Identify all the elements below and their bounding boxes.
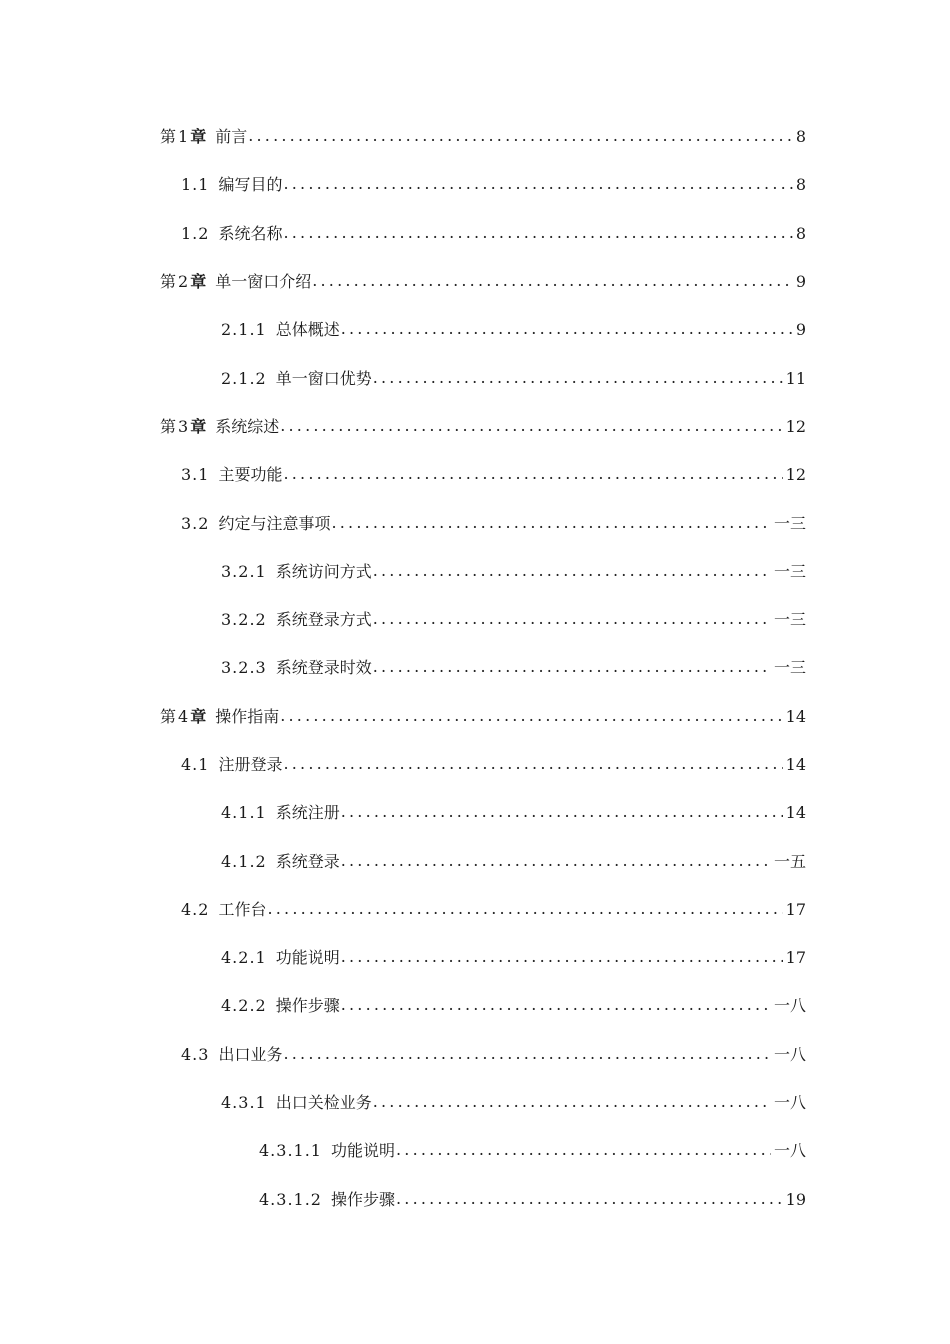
toc-dot-leader xyxy=(283,756,782,772)
toc-section-entry[interactable] xyxy=(0,548,950,596)
toc-section-number: 2.1.2 xyxy=(221,368,267,388)
toc-section-number: 3.2.3 xyxy=(221,658,267,678)
toc-entry-title: 注册登录 xyxy=(218,755,283,774)
toc-section-entry[interactable] xyxy=(0,306,950,354)
toc-dot-leader xyxy=(248,128,793,144)
toc-entry-label xyxy=(221,998,340,1014)
toc-page-number: 12 xyxy=(785,416,806,436)
toc-entry-label xyxy=(181,899,267,919)
toc-chapter-post: 章 xyxy=(190,272,207,292)
toc-entry-label xyxy=(181,1044,283,1064)
toc-chapter-pre: 第 xyxy=(160,706,177,726)
toc-page-number: 一三 xyxy=(773,513,806,533)
toc-section-number: 4.3 xyxy=(181,1044,210,1064)
toc-section-entry[interactable] xyxy=(0,789,950,837)
table-of-contents xyxy=(0,113,950,1224)
toc-entry-label xyxy=(160,416,280,436)
toc-entry-title: 系统访问方式 xyxy=(275,561,372,581)
toc-section-entry[interactable] xyxy=(0,1176,950,1224)
toc-section-number: 4.1 xyxy=(181,755,210,774)
toc-page-number: 9 xyxy=(795,320,806,340)
toc-entry-title: 操作步骤 xyxy=(275,996,340,1016)
toc-dot-leader xyxy=(267,901,782,917)
toc-entry-title: 总体概述 xyxy=(275,320,340,340)
toc-entry-title: 系统综述 xyxy=(215,416,280,436)
toc-dot-leader xyxy=(373,563,771,579)
toc-page-number: 一三 xyxy=(773,658,806,678)
toc-page-number: 一八 xyxy=(773,1044,806,1064)
toc-section-number: 4.1.1 xyxy=(221,803,267,823)
toc-section-number: 3.2.2 xyxy=(221,610,267,630)
toc-entry-title: 出口关检业务 xyxy=(275,1093,372,1113)
toc-entry-label xyxy=(221,561,372,581)
toc-page-number: 8 xyxy=(795,223,806,243)
toc-entry-title: 系统名称 xyxy=(218,223,283,243)
toc-section-entry[interactable] xyxy=(0,837,950,885)
toc-entry-title: 单一窗口介绍 xyxy=(215,272,312,292)
toc-dot-leader xyxy=(341,949,783,965)
toc-entry-label xyxy=(221,851,340,871)
toc-page-number: 一八 xyxy=(773,996,806,1016)
toc-chapter-num: 4 xyxy=(178,706,189,726)
toc-page-number: 一五 xyxy=(773,851,806,871)
toc-chapter-num: 2 xyxy=(178,272,189,292)
toc-section-number: 3.2.1 xyxy=(221,561,267,581)
toc-dot-leader xyxy=(283,466,782,482)
toc-entry-title: 系统登录时效 xyxy=(275,658,372,678)
toc-page-number: 一八 xyxy=(773,1141,806,1161)
toc-page-number: 19 xyxy=(785,1189,806,1209)
toc-page-number: 14 xyxy=(785,803,806,823)
toc-dot-leader xyxy=(312,273,793,289)
toc-section-entry[interactable] xyxy=(0,1127,950,1175)
toc-chapter-post: 章 xyxy=(190,706,207,726)
toc-chapter-entry[interactable] xyxy=(0,693,950,741)
toc-entry-label xyxy=(160,129,247,145)
toc-section-entry[interactable] xyxy=(0,499,950,547)
toc-dot-leader xyxy=(373,370,783,386)
toc-section-number: 4.3.1.1 xyxy=(259,1141,322,1161)
toc-entry-label xyxy=(160,274,311,290)
toc-entry-title: 系统登录方式 xyxy=(275,610,372,630)
toc-dot-leader xyxy=(283,176,792,192)
toc-dot-leader xyxy=(283,1046,771,1062)
toc-entry-title: 主要功能 xyxy=(218,465,283,485)
toc-chapter-entry[interactable] xyxy=(0,258,950,306)
toc-chapter-entry[interactable] xyxy=(0,403,950,451)
toc-section-number: 1.1 xyxy=(181,175,210,195)
toc-dot-leader xyxy=(283,225,792,241)
toc-entry-label xyxy=(259,1189,395,1209)
toc-section-entry[interactable] xyxy=(0,354,950,402)
toc-entry-title: 工作台 xyxy=(218,899,267,919)
toc-dot-leader xyxy=(341,997,771,1013)
toc-section-number: 4.1.2 xyxy=(221,851,267,871)
toc-section-number: 4.2 xyxy=(181,899,210,919)
toc-entry-label xyxy=(221,1095,372,1111)
toc-entry-title: 前言 xyxy=(215,127,248,147)
toc-section-number: 4.3.1.2 xyxy=(259,1189,322,1209)
toc-page-number: 8 xyxy=(795,175,806,195)
toc-entry-label xyxy=(181,467,282,483)
toc-entry-label xyxy=(181,223,283,243)
toc-page-number: 17 xyxy=(785,948,806,968)
toc-dot-leader xyxy=(396,1191,783,1207)
toc-section-entry[interactable] xyxy=(0,596,950,644)
toc-section-entry[interactable] xyxy=(0,1079,950,1127)
toc-entry-title: 系统注册 xyxy=(275,803,340,823)
toc-section-entry[interactable] xyxy=(0,451,950,499)
toc-chapter-pre: 第 xyxy=(160,127,177,147)
toc-page-number: 9 xyxy=(795,272,806,292)
toc-section-entry[interactable] xyxy=(0,934,950,982)
toc-page-number: 14 xyxy=(785,755,806,774)
toc-page-number: 8 xyxy=(795,127,806,147)
toc-dot-leader xyxy=(341,853,771,869)
toc-entry-title: 编写目的 xyxy=(218,175,283,195)
toc-section-number: 3.2 xyxy=(181,513,210,533)
toc-chapter-post: 章 xyxy=(190,416,207,436)
toc-page-number: 11 xyxy=(785,368,806,388)
toc-section-entry[interactable] xyxy=(0,644,950,692)
toc-page-number: 17 xyxy=(785,899,806,919)
toc-section-entry[interactable] xyxy=(0,1031,950,1079)
toc-entry-label xyxy=(221,660,372,676)
toc-section-entry[interactable] xyxy=(0,741,950,789)
toc-section-entry[interactable] xyxy=(0,982,950,1030)
toc-entry-label xyxy=(221,368,372,388)
toc-dot-leader xyxy=(373,1094,771,1110)
toc-dot-leader xyxy=(341,321,793,337)
toc-chapter-pre: 第 xyxy=(160,416,177,436)
toc-dot-leader xyxy=(373,659,771,675)
toc-page-number: 一三 xyxy=(773,610,806,630)
toc-chapter-post: 章 xyxy=(190,127,207,147)
toc-page-number: 14 xyxy=(785,706,806,726)
toc-section-entry[interactable] xyxy=(0,161,950,209)
toc-entry-title: 约定与注意事项 xyxy=(218,513,331,533)
toc-entry-title: 功能说明 xyxy=(275,948,340,968)
toc-entry-title: 功能说明 xyxy=(330,1141,395,1161)
toc-chapter-pre: 第 xyxy=(160,272,177,292)
toc-section-entry[interactable] xyxy=(0,886,950,934)
toc-page-number: 一八 xyxy=(773,1093,806,1113)
toc-entry-title: 操作指南 xyxy=(215,706,280,726)
toc-page-number: 一三 xyxy=(773,561,806,581)
toc-section-number: 2.1.1 xyxy=(221,320,267,340)
toc-entry-label xyxy=(181,757,282,773)
toc-entry-label xyxy=(221,322,340,338)
toc-chapter-num: 3 xyxy=(178,416,189,436)
toc-entry-label xyxy=(221,805,340,821)
toc-entry-title: 单一窗口优势 xyxy=(275,368,372,388)
toc-dot-leader xyxy=(280,418,782,434)
toc-section-entry[interactable] xyxy=(0,210,950,258)
toc-dot-leader xyxy=(373,611,771,627)
toc-entry-title: 出口业务 xyxy=(218,1044,283,1064)
toc-dot-leader xyxy=(396,1142,771,1158)
toc-entry-title: 操作步骤 xyxy=(330,1189,395,1209)
toc-entry-title: 系统登录 xyxy=(275,851,340,871)
toc-section-number: 4.2.1 xyxy=(221,948,267,968)
toc-section-number: 4.2.2 xyxy=(221,996,267,1016)
toc-entry-label xyxy=(160,706,280,726)
toc-dot-leader xyxy=(280,708,782,724)
toc-section-number: 1.2 xyxy=(181,223,210,243)
toc-entry-label xyxy=(181,177,282,193)
toc-chapter-entry[interactable] xyxy=(0,113,950,161)
toc-entry-label xyxy=(181,513,331,533)
toc-chapter-num: 1 xyxy=(178,127,189,147)
toc-page-number: 12 xyxy=(785,465,806,485)
toc-dot-leader xyxy=(341,804,783,820)
toc-entry-label xyxy=(259,1143,395,1159)
toc-entry-label xyxy=(221,612,372,628)
toc-entry-label xyxy=(221,950,340,966)
toc-section-number: 4.3.1 xyxy=(221,1093,267,1113)
toc-section-number: 3.1 xyxy=(181,465,210,485)
toc-dot-leader xyxy=(331,515,771,531)
